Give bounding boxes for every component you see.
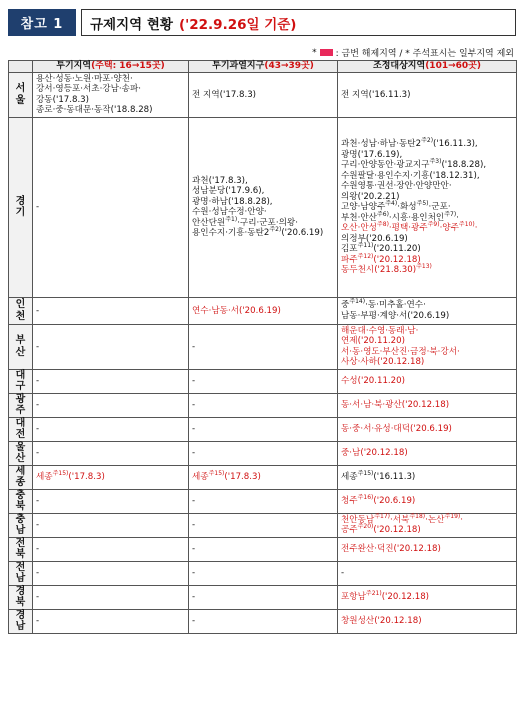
- speculation-cell: -: [33, 324, 189, 369]
- adjustment-cell: 천안동남$^{주17)}$·서북$^{주18)}$·논산$^{주19)}$· 공주$^{주20)}$('20.12.18): [338, 513, 517, 537]
- adjustment-cell: 중$^{주14)}$·동·미추홀·연수· 남동·부평·계양·서('20.6.19): [338, 297, 517, 324]
- header-overheated-district: 투기과열지구(43→39곳): [189, 61, 338, 73]
- speculation-cell: -: [33, 585, 189, 609]
- table-row: [9, 609, 517, 633]
- table-row: [9, 324, 517, 369]
- region-cell: 전북: [9, 537, 33, 561]
- adjustment-cell: 세종$^{주15)}$('16.11.3): [338, 465, 517, 489]
- table-row: [9, 585, 517, 609]
- title-box: [81, 9, 516, 36]
- region-cell: 대전: [9, 417, 33, 441]
- speculation-cell: -: [33, 297, 189, 324]
- speculation-cell: -: [33, 609, 189, 633]
- overheated-cell: -: [189, 369, 338, 393]
- title-date: ('22.9.26일 기준): [178, 16, 297, 33]
- table-row: [9, 441, 517, 465]
- released-swatch: [320, 49, 333, 56]
- table-row: [9, 73, 517, 118]
- overheated-cell: 과천('17.8.3), 성남분당('17.9.6), 광명·하남('18.8.28), 수원·성남수정·안양· 안산단원$^{주1)}$·구리·군포·의왕· 용인수지·기흥·동탄$2^{주2)}('20.6.19)$: [189, 117, 338, 297]
- speculation-cell: 용산·성동·노원·마포·양천· 강서·영등포·서초·강남·송파· 강동('17.8.3) 종로·중·동대문·동작('18.8.28): [33, 73, 189, 118]
- overheated-cell: -: [189, 609, 338, 633]
- adjustment-cell: 창원성산('20.12.18): [338, 609, 517, 633]
- header-adjustment-area: 조정대상지역(101→60곳): [338, 61, 517, 73]
- overheated-cell: -: [189, 537, 338, 561]
- region-cell: 경남: [9, 609, 33, 633]
- header-speculation-area: 투기지역(주택: 16→15곳): [33, 61, 189, 73]
- region-cell: 인천: [9, 297, 33, 324]
- table-row: [9, 561, 517, 585]
- adjustment-cell: 수성('20.11.20): [338, 369, 517, 393]
- region-cell: 대구: [9, 369, 33, 393]
- region-cell: 충남: [9, 513, 33, 537]
- table-row: [9, 369, 517, 393]
- adjustment-cell: -: [338, 561, 517, 585]
- table-row: [9, 393, 517, 417]
- reference-tag: 참고 1: [8, 9, 76, 36]
- table-row: [9, 417, 517, 441]
- table-row: [9, 297, 517, 324]
- adjustment-cell: 전 지역('16.11.3): [338, 73, 517, 118]
- region-cell: 서울: [9, 73, 33, 118]
- overheated-cell: -: [189, 489, 338, 513]
- adjustment-cell: 해운대·수영·동래·남· 연제('20.11.20) 서·동·영도·부산진·금정·북·강서· 사상·사하('20.12.18): [338, 324, 517, 369]
- regulation-table: [8, 60, 517, 634]
- region-cell: 부산: [9, 324, 33, 369]
- header-region: [9, 61, 33, 73]
- region-cell: 광주: [9, 393, 33, 417]
- region-cell: 세종: [9, 465, 33, 489]
- overheated-cell: -: [189, 561, 338, 585]
- speculation-cell: -: [33, 537, 189, 561]
- speculation-cell: -: [33, 393, 189, 417]
- legend-note: [312, 46, 514, 59]
- table-row: [9, 513, 517, 537]
- speculation-cell: -: [33, 561, 189, 585]
- speculation-cell: 세종$^{주15)}$('17.8.3): [33, 465, 189, 489]
- table-row: [9, 465, 517, 489]
- speculation-cell: -: [33, 369, 189, 393]
- speculation-cell: -: [33, 117, 189, 297]
- speculation-cell: -: [33, 489, 189, 513]
- overheated-cell: -: [189, 441, 338, 465]
- adjustment-cell: 중·남('20.12.18): [338, 441, 517, 465]
- note-text: : 금번 해제지역 / * 주석표시는 일부지역 제외: [335, 49, 514, 59]
- page-title: 규제지역 현황: [90, 16, 173, 33]
- overheated-cell: 세종$^{주15)}$('17.8.3): [189, 465, 338, 489]
- speculation-cell: -: [33, 417, 189, 441]
- adjustment-cell: 과천·성남·하남·동탄$2^{주2)}('16.11.3)$, 광명('17.6.19), 구리·안양동안·광교지구$^{주3)}$('18.8.28), 수원팔달·용인수지·기흥('18.12.31), 수원영통·권선·장안·안양만안· 의왕('20.2.21) 고양·남양주$^{주4)}$·화성$^{주5)}$·군포· 부천·안산$^{주6)}$·시흥·용인처인$^{주7)}$· 오산·안성$^{주8)}$·평택·광주$^{주9)}$·양주$^{주10)}$· 의정부('20.6.19) 김포$^{주11)}$('20.11.20) 파주$^{주12)}$('20.12.18) 동두천시$('21.8.30)^{주13)}$: [338, 117, 517, 297]
- region-cell: 울산: [9, 441, 33, 465]
- table-row: [9, 489, 517, 513]
- overheated-cell: -: [189, 513, 338, 537]
- region-cell: 전남: [9, 561, 33, 585]
- overheated-cell: -: [189, 324, 338, 369]
- overheated-cell: -: [189, 393, 338, 417]
- overheated-cell: 연수·남동·서('20.6.19): [189, 297, 338, 324]
- overheated-cell: -: [189, 585, 338, 609]
- overheated-cell: -: [189, 417, 338, 441]
- overheated-cell: 전 지역('17.8.3): [189, 73, 338, 118]
- region-cell: 경기: [9, 117, 33, 297]
- speculation-cell: -: [33, 513, 189, 537]
- table-row: [9, 537, 517, 561]
- adjustment-cell: 포항남$^{주21)}$('20.12.18): [338, 585, 517, 609]
- document-header: [8, 9, 516, 36]
- adjustment-cell: 청주$^{주16)}$('20.6.19): [338, 489, 517, 513]
- adjustment-cell: 전주완산·덕진('20.12.18): [338, 537, 517, 561]
- table-header-row: [9, 61, 517, 73]
- note-prefix: *: [312, 47, 317, 58]
- adjustment-cell: 동·중·서·유성·대덕('20.6.19): [338, 417, 517, 441]
- table-row: [9, 117, 517, 297]
- region-cell: 충북: [9, 489, 33, 513]
- region-cell: 경북: [9, 585, 33, 609]
- speculation-cell: -: [33, 441, 189, 465]
- adjustment-cell: 동·서·남·북·광산('20.12.18): [338, 393, 517, 417]
